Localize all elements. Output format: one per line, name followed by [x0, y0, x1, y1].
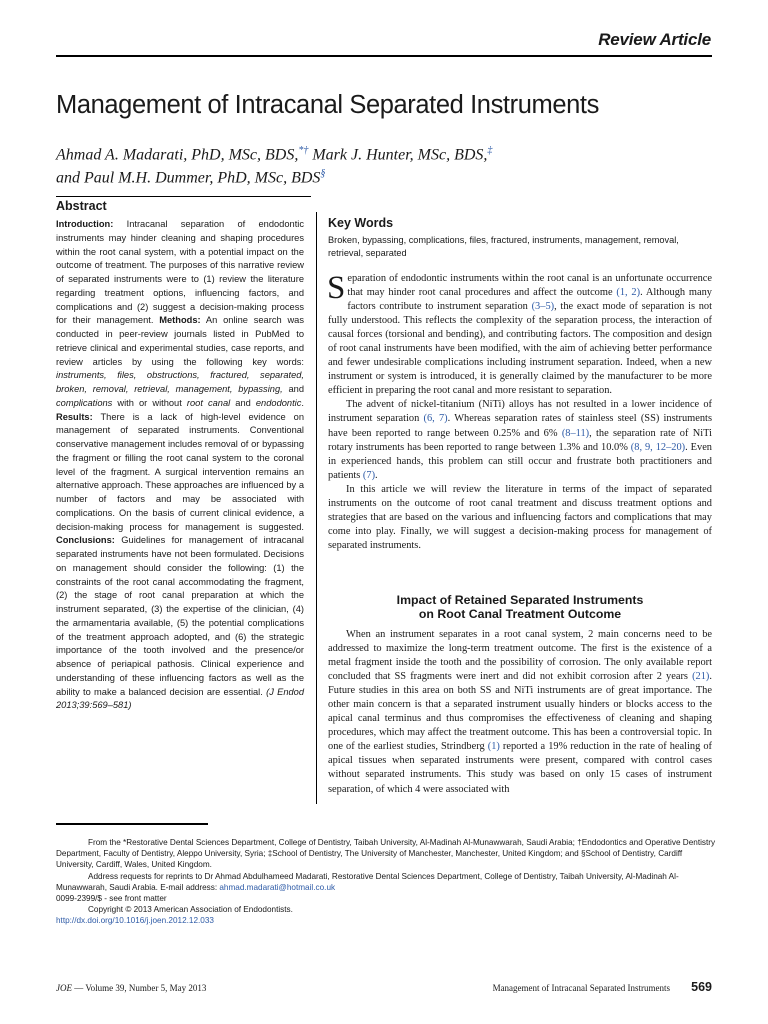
author-3-affiliation[interactable]: §: [320, 168, 326, 180]
page-number: 569: [691, 980, 712, 994]
article-title: Management of Intracanal Separated Instruments: [56, 91, 599, 119]
p2-text-e: .: [375, 469, 378, 481]
results-label: Results:: [56, 411, 93, 422]
body-section-1: [328, 628, 712, 797]
reference-link[interactable]: (7): [362, 469, 376, 481]
methods-and: and: [282, 384, 304, 394]
article-type-label: Review Article: [598, 30, 711, 49]
footer-journal-info: [56, 983, 206, 993]
reference-link[interactable]: (3–5): [531, 301, 555, 313]
body-intro: [328, 272, 712, 553]
section-heading-line-2: on Root Canal Treatment Outcome: [418, 607, 622, 621]
s1-text-a: When an instrument separates in a root canal system, 2 main concerns need to be addressed to maximize the long-term treatment outcome. The first is the existence of a metal fragment inside the tooth and the possibility of corrosion. The only available report concluded that SS fragments were inert and did not exhibit corrosion after 2 years: [328, 629, 712, 683]
p2-text-b: . Whereas separation rates of stainless steel (SS) instruments have been reported to range between 0.25% and 6%: [328, 413, 712, 439]
abstract-citation: (J Endod 2013;39:569–581): [56, 686, 304, 711]
drop-cap: S: [327, 270, 346, 306]
section-heading-line-1: Impact of Retained Separated Instruments: [396, 593, 644, 607]
journal-abbrev: JOE: [56, 983, 72, 993]
intro-label: Introduction:: [56, 219, 114, 229]
copyright-note: Copyright © 2013 American Association of Endodontists.: [88, 905, 293, 915]
p2-text-d: . Even in experienced hands, this problem can still occur and frustrate both practitioners and patients: [328, 441, 712, 481]
author-list: [56, 141, 696, 188]
results-text: There is a lack of high-level evidence on management of separated instruments. Conventional conservative management includes removal of or bypassing the fragment or filling the root canal system to the coronal level of the fragment. A surgical intervention remains an alternative approach. These approaches are influenced by a number of factors and may be associated with complications. On the basis of current clinical evidence, a decision-making process for management is suggested.: [56, 411, 304, 532]
author-1-affiliation[interactable]: *†: [298, 145, 309, 156]
reference-link[interactable]: (21): [692, 671, 710, 683]
reprint-text: Address requests for reprints to Dr Ahmad Abdulhameed Madarati, Restorative Dental Sciences Department, College of Dentistry, Taibah University, Al-Madinah Al-Munawwarah, Saudi Arabia. E-mail address:: [56, 871, 679, 892]
methods-term-2: complications: [56, 397, 113, 408]
methods-label: Methods:: [159, 315, 201, 326]
footnotes: [56, 837, 716, 927]
intro-text: Intracanal separation of endodontic instruments may hinder cleaning and shaping procedures within the root canal system, with a potential impact on the outcome of treatment. The purposes of this narrative review of separated instruments were to (1) review the literature regarding treatment options, influencing factors, and complications and (2) suggest a decision-making process for their management.: [56, 219, 304, 326]
issn-note: 0099-2399/$ - see front matter: [56, 894, 167, 904]
abstract-heading: Abstract: [56, 199, 107, 213]
methods-text: An online search was conducted in peer-review journals listed in PubMed to retrieve clinical and experimental studies, case reports, and review articles by using the following key words:: [56, 315, 304, 367]
keywords-text: Broken, bypassing, complications, files, fractured, instruments, management, removal, retrieval, separated: [328, 235, 679, 258]
running-title: Management of Intracanal Separated Instruments: [492, 983, 670, 993]
footnote-rule: [56, 823, 208, 825]
email-link[interactable]: ahmad.madarati@hotmail.co.uk: [219, 882, 336, 892]
column-divider: [316, 212, 317, 804]
p1-text-a: eparation of endodontic instruments within the root canal is an unfortunate occurrence that may hinder root canal procedures and affect the outcome: [347, 273, 712, 299]
p1-text-b: . Although many factors contribute to instrument separation: [347, 287, 712, 313]
doi-link[interactable]: http://dx.doi.org/10.1016/j.joen.2012.12.033: [56, 916, 214, 926]
conclusions-label: Conclusions:: [56, 535, 115, 546]
author-2-affiliation[interactable]: ‡: [487, 145, 493, 156]
author-3: and Paul M.H. Dummer, PhD, MSc, BDS: [56, 169, 321, 187]
section-heading: [328, 593, 712, 621]
paragraph-2: [328, 398, 712, 482]
affiliations-note: From the *Restorative Dental Sciences Department, College of Dentistry, Taibah University, Al-Madinah Al-Munawwarah, Saudi Arabia; †Endodontics and Operative Dentistry Department, Faculty of Dentistry, Aleppo University, Syria; ‡School of Dentistry, The University of Manchester, Manchester, United Kingdom; and §School of Dentistry, Cardiff University, Cardiff, Wales, United Kingdom.: [56, 838, 716, 870]
methods-with: with or without: [112, 397, 187, 408]
paragraph-3: In this article we will review the literature in terms of the impact of separated instruments on the outcome of root canal treatment and discuss treatment options and strategies that are based on the various and influencing factors and complications that may come into play. Finally, we will suggest a decision-making process for management of separated instruments.: [328, 483, 712, 551]
methods-term-4: endodontic: [255, 397, 302, 408]
reprint-note: [56, 871, 716, 893]
keywords-heading: Key Words: [328, 216, 394, 230]
reference-link[interactable]: (1, 2): [616, 287, 641, 299]
p2-text-c: , the separation rate of NiTi rotary instruments has been reported to range between 1.3% and 10.0%: [328, 427, 712, 453]
section-paragraph-1: [328, 628, 712, 797]
p2-text-a: The advent of nickel-titanium (NiTi) alloys has not resulted in a lower incidence of instrument separation: [328, 399, 712, 425]
s1-text-b: . Future studies in this area on both SS and NiTi instruments are of great importance. The other main concern is that a separated instrument usually hinders or blocks access to the apical canal terminus and thus compromises the effectiveness of cleaning and shaping procedures, which may affect the treatment outcome. This has been a controversial topic. In one of the earliest studies, Strindberg: [328, 671, 712, 753]
methods-and-2: and: [230, 397, 256, 408]
reference-link[interactable]: (6, 7): [423, 413, 448, 425]
header-rule: [56, 55, 712, 57]
author-1: Ahmad A. Madarati, PhD, MSc, BDS,: [56, 146, 299, 164]
reference-link[interactable]: (1): [487, 741, 500, 753]
issue-info: — Volume 39, Number 5, May 2013: [72, 983, 207, 993]
author-2: Mark J. Hunter, MSc, BDS,: [308, 146, 488, 164]
p1-text-c: , the exact mode of separation is not fully understood. This reflects the complexity of the separation process, the interaction of causal forces (torsional and bending), and contributing factors. The composition and design of root canal instruments have been modified, with the aim of achieving better performance and fewer undesirable complications including instrument separation. Indeed, when a new instrument or system is introduced, it is generally claimed by the manufacturer to be more efficient in preparing the root canal and more resistant to separation.: [328, 301, 713, 397]
abstract-text: [56, 218, 304, 713]
abstract-rule: [56, 196, 311, 197]
methods-term-3: root canal: [186, 397, 231, 408]
reference-link[interactable]: (8–11): [561, 427, 590, 439]
conclusions-text: Guidelines for management of intracanal separated instruments have not been formulated. Decisions on management should consider the following: (1) the constraints of the root canal accommodating the fragment, (2) the stage of root canal preparation at which the instrument separated, (3) the expertise of the clinician, (4) the armamentaria available, (5) the potential complications of the treatment approach adopted, and (6) the strategic importance of the tooth involved and the presence/or absence of periapical pathosis. Clinical experience and understanding of these influencing factors as well as the ability to make a balanced decision are essential.: [56, 535, 304, 697]
reference-link[interactable]: (8, 9, 12–20): [630, 441, 686, 453]
paragraph-1: [328, 272, 712, 398]
methods-end: .: [301, 397, 304, 408]
methods-terms: instruments, files, obstructions, fractured, separated, broken, removal, retrieval, management, bypassing,: [56, 370, 304, 394]
s1-text-c: reported a 19% reduction in the rate of healing of apical tissues when separated instruments were present, compared with control cases without separated instruments. This study was based on only 15 cases of instrument separation, of which 4 were associated with: [328, 741, 713, 795]
